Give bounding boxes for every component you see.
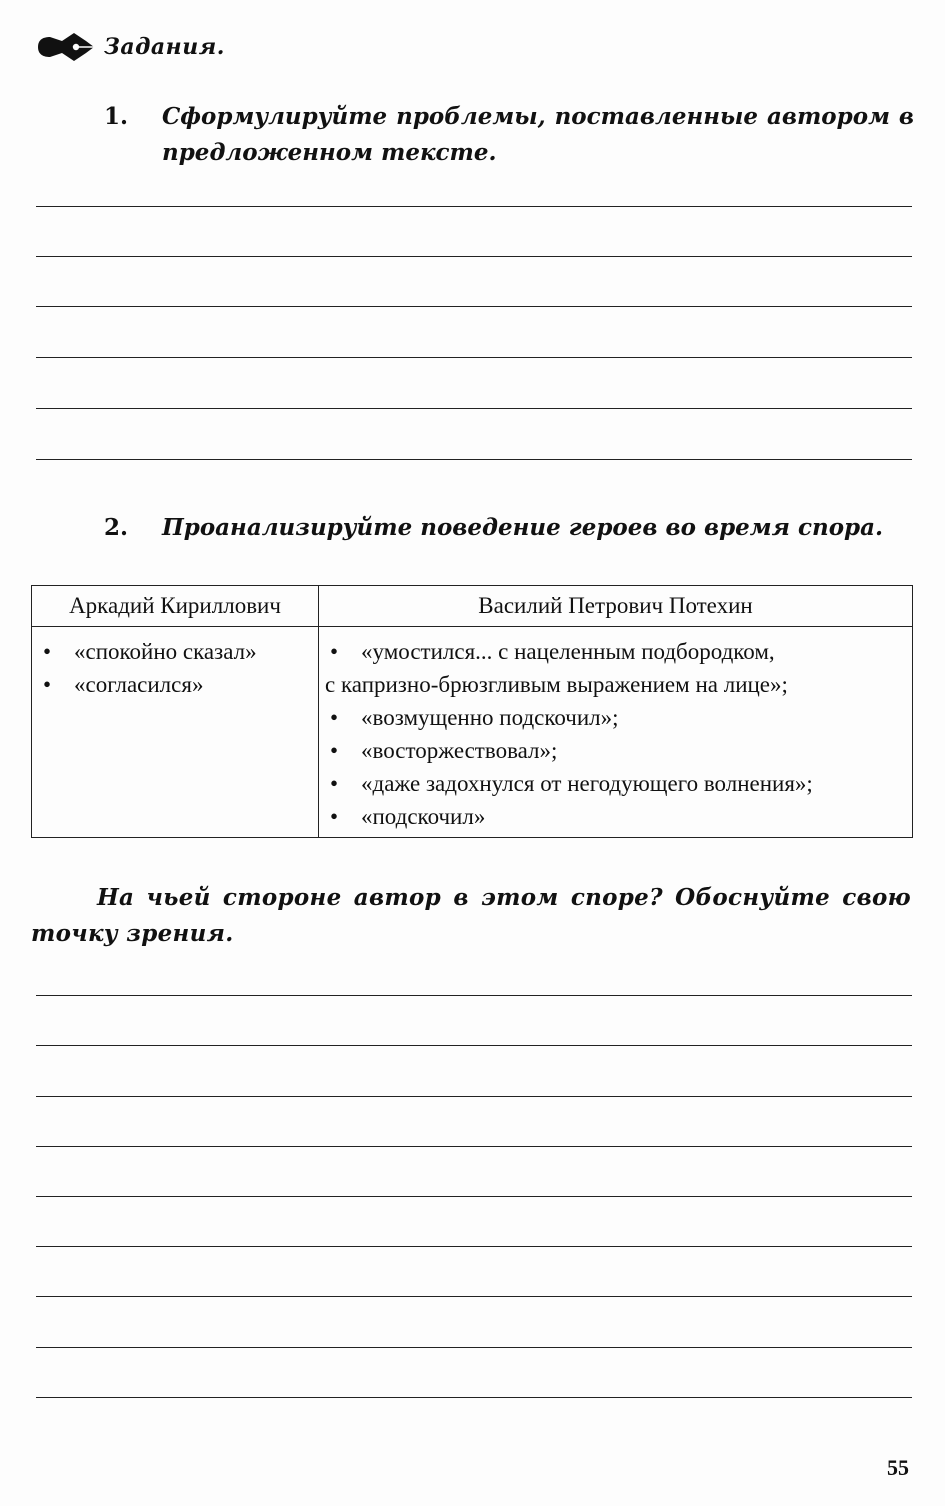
task-2-number: 2.	[104, 514, 129, 541]
answer-line[interactable]	[36, 1196, 912, 1197]
task-2	[104, 510, 916, 546]
list-item: • «восторжествовал»;	[329, 738, 558, 763]
answer-line[interactable]	[36, 256, 912, 257]
answer-line[interactable]	[36, 459, 912, 460]
question-text: На чьей стороне автор в этом споре? Обоснуйте свою точку зрения.	[31, 884, 911, 947]
list-item-continuation: с капризно-брюзгливым выражением на лице»;	[325, 672, 788, 697]
answer-line[interactable]	[36, 408, 912, 409]
table-row	[32, 627, 913, 838]
answer-line[interactable]	[36, 995, 912, 996]
answer-line[interactable]	[36, 1045, 912, 1046]
header-potekhin: Василий Петрович Потехин	[319, 586, 913, 627]
list-item: • «спокойно сказал»	[42, 639, 257, 664]
list-item: • «даже задохнулся от негодующего волнения»;	[329, 771, 813, 796]
potekhin-cell	[319, 627, 913, 838]
answer-line[interactable]	[36, 1397, 912, 1398]
heroes-table	[31, 585, 913, 838]
task-1-text: Сформулируйте проблемы, поставленные автором в предложенном тексте.	[162, 103, 914, 166]
heading-title: Задания.	[104, 34, 225, 60]
list-item: • «возмущенно подскочил»;	[329, 705, 619, 730]
task-1	[104, 99, 916, 171]
page-number: 55	[887, 1455, 909, 1480]
list-item: • «согласился»	[42, 672, 204, 697]
list-item: • «подскочил»	[329, 804, 486, 829]
task-2-text: Проанализируйте поведение героев во время спора.	[162, 514, 884, 541]
answer-line[interactable]	[36, 357, 912, 358]
arkady-cell	[32, 627, 319, 838]
list-item: • «умостился... с нацеленным подбородком,	[329, 639, 775, 664]
answer-line[interactable]	[36, 206, 912, 207]
answer-line[interactable]	[36, 1146, 912, 1147]
section-heading	[36, 30, 225, 64]
header-arkady: Аркадий Кириллович	[32, 586, 319, 627]
answer-line[interactable]	[36, 1096, 912, 1097]
task-1-number: 1.	[104, 103, 129, 130]
answer-line[interactable]	[36, 1347, 912, 1348]
answer-line[interactable]	[36, 1296, 912, 1297]
table-header-row	[32, 586, 913, 627]
answer-line[interactable]	[36, 1246, 912, 1247]
pen-nib-icon	[36, 30, 96, 64]
answer-line[interactable]	[36, 306, 912, 307]
